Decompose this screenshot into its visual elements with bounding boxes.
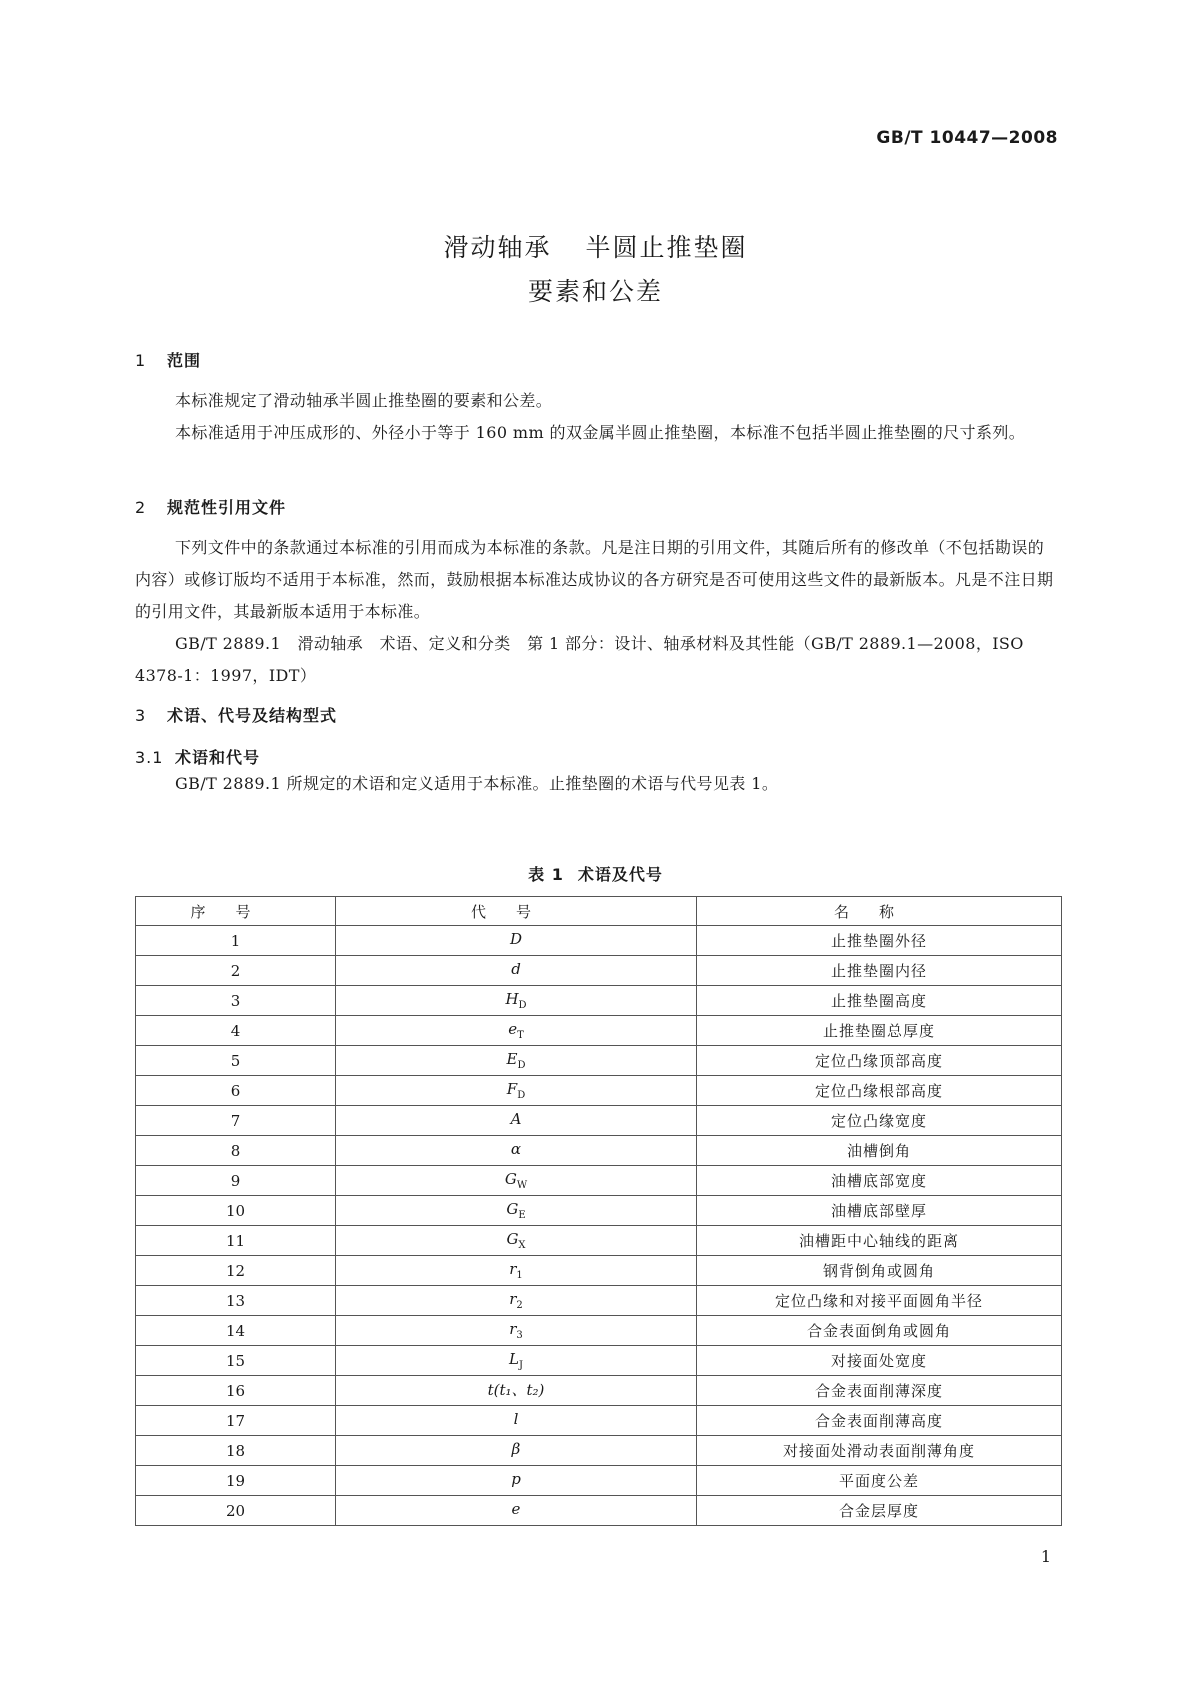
row-symbol: [336, 926, 697, 956]
section-2-paragraph-2: GB/T 2889.1 滑动轴承 术语、定义和分类 第 1 部分：设计、轴承材料及其性能（GB/T 2889.1—2008，ISO 4378-1：1997，IDT）: [135, 634, 1024, 685]
row-name: 止推垫圈高度: [697, 986, 1062, 1016]
row-symbol: [336, 1346, 697, 1376]
row-name: 止推垫圈内径: [697, 956, 1062, 986]
table-row: [136, 1286, 1062, 1316]
row-symbol: [336, 1376, 697, 1406]
symbol-main: D: [509, 930, 523, 948]
row-name: 钢背倒角或圆角: [697, 1256, 1062, 1286]
row-serial: 10: [136, 1196, 336, 1226]
page-number: 1: [1040, 1547, 1051, 1566]
table-caption-title: 术语及代号: [577, 865, 663, 884]
symbol-main: F: [506, 1080, 518, 1098]
section-title: 术语、代号及结构型式: [167, 706, 338, 725]
symbol-main: d: [511, 960, 521, 978]
row-symbol: [336, 1316, 697, 1346]
symbol-subscript: T: [517, 1030, 524, 1041]
symbol-subscript: J: [518, 1360, 523, 1371]
table-row: [136, 1226, 1062, 1256]
table-row: [136, 1046, 1062, 1076]
row-name: 对接面处滑动表面削薄角度: [697, 1436, 1062, 1466]
symbol-main: E: [506, 1050, 518, 1068]
symbol-main: α: [510, 1140, 522, 1158]
section-number: 2: [135, 498, 147, 517]
section-title: 范围: [167, 351, 202, 370]
section-2-paragraph-1: 下列文件中的条款通过本标准的引用而成为本标准的条款。凡是注日期的引用文件，其随后所有的修改单（不包括勘误的内容）或修订版均不适用于本标准，然而，鼓励根据本标准达成协议的各方研究是否可使用这些文件的最新版本。凡是不注日期的引用文件，其最新版本适用于本标准。: [135, 538, 1054, 621]
header-name: 名称: [697, 897, 1062, 926]
symbol-subscript: D: [517, 1090, 526, 1101]
symbol-main: β: [511, 1440, 521, 1458]
row-name: 止推垫圈总厚度: [697, 1016, 1062, 1046]
row-serial: 4: [136, 1016, 336, 1046]
row-symbol: [336, 1106, 697, 1136]
table-caption: [0, 862, 1191, 885]
row-symbol: [336, 956, 697, 986]
symbol-main: L: [509, 1350, 519, 1368]
symbol-main: l: [513, 1410, 519, 1428]
row-name: 平面度公差: [697, 1466, 1062, 1496]
symbol-main: A: [510, 1110, 522, 1128]
row-serial: 8: [136, 1136, 336, 1166]
row-symbol: [336, 1196, 697, 1226]
row-name: 油槽倒角: [697, 1136, 1062, 1166]
row-name: 定位凸缘根部高度: [697, 1076, 1062, 1106]
table-row: [136, 956, 1062, 986]
standard-number: GB/T 10447—2008: [876, 128, 1058, 148]
table-header-row: [136, 897, 1062, 926]
section-3-heading: [135, 703, 337, 726]
row-name: 油槽底部壁厚: [697, 1196, 1062, 1226]
section-3-1-heading: [135, 745, 260, 768]
row-serial: 2: [136, 956, 336, 986]
row-symbol: [336, 1076, 697, 1106]
symbol-subscript: X: [518, 1240, 526, 1251]
symbol-main: r: [509, 1320, 517, 1338]
document-title-line2: 要素和公差: [527, 277, 663, 306]
row-symbol: [336, 1046, 697, 1076]
row-symbol: [336, 1406, 697, 1436]
row-name: 对接面处宽度: [697, 1346, 1062, 1376]
row-serial: 15: [136, 1346, 336, 1376]
document-title-line1: [0, 228, 1191, 264]
section-3-1-paragraph: GB/T 2889.1 所规定的术语和定义适用于本标准。止推垫圈的术语与代号见表 1。: [175, 774, 779, 793]
row-name: 定位凸缘顶部高度: [697, 1046, 1062, 1076]
table-row: [136, 1376, 1062, 1406]
section-1-heading: [135, 348, 201, 371]
title-part-2: 半圆止推垫圈: [585, 233, 748, 262]
table-row: [136, 1256, 1062, 1286]
row-symbol: [336, 1436, 697, 1466]
row-name: 定位凸缘宽度: [697, 1106, 1062, 1136]
row-symbol: [336, 1226, 697, 1256]
table-caption-number: 表 1: [528, 865, 564, 884]
symbol-main: H: [505, 990, 519, 1008]
symbol-subscript: E: [518, 1210, 526, 1221]
section-1-paragraph-1: 本标准规定了滑动轴承半圆止推垫圈的要素和公差。: [175, 391, 553, 410]
symbol-subscript: 3: [516, 1330, 523, 1341]
row-symbol: [336, 1496, 697, 1526]
row-serial: 5: [136, 1046, 336, 1076]
row-serial: 13: [136, 1286, 336, 1316]
terms-table: [135, 896, 1062, 1526]
table-row: [136, 1106, 1062, 1136]
table-row: [136, 1406, 1062, 1436]
symbol-subscript: 1: [516, 1270, 523, 1281]
row-serial: 17: [136, 1406, 336, 1436]
row-name: 合金表面削薄高度: [697, 1406, 1062, 1436]
symbol-main: G: [506, 1200, 519, 1218]
symbol-main: p: [511, 1470, 521, 1488]
row-serial: 16: [136, 1376, 336, 1406]
row-serial: 3: [136, 986, 336, 1016]
symbol-main: G: [506, 1230, 519, 1248]
table-row: [136, 1136, 1062, 1166]
row-symbol: [336, 1466, 697, 1496]
section-2-heading: [135, 495, 286, 518]
table-row: [136, 1196, 1062, 1226]
symbol-subscript: D: [518, 1000, 527, 1011]
header-symbol: 代号: [336, 897, 697, 926]
row-serial: 9: [136, 1166, 336, 1196]
header-serial: 序号: [136, 897, 336, 926]
symbol-subscript: D: [517, 1060, 526, 1071]
row-symbol: [336, 1136, 697, 1166]
section-number: 3.1: [135, 748, 164, 767]
section-title: 术语和代号: [175, 748, 261, 767]
row-serial: 18: [136, 1436, 336, 1466]
row-name: 止推垫圈外径: [697, 926, 1062, 956]
symbol-subscript: W: [516, 1180, 528, 1191]
symbol-main: G: [504, 1170, 517, 1188]
section-1-paragraph-2: 本标准适用于冲压成形的、外径小于等于 160 mm 的双金属半圆止推垫圈，本标准不包括半圆止推垫圈的尺寸系列。: [175, 423, 1026, 442]
section-number: 3: [135, 706, 147, 725]
table-row: [136, 1496, 1062, 1526]
row-serial: 11: [136, 1226, 336, 1256]
table-row: [136, 1316, 1062, 1346]
table-row: [136, 1466, 1062, 1496]
row-serial: 19: [136, 1466, 336, 1496]
symbol-main: e: [511, 1500, 521, 1518]
symbol-main: r: [509, 1260, 517, 1278]
row-symbol: [336, 1286, 697, 1316]
row-serial: 14: [136, 1316, 336, 1346]
row-serial: 6: [136, 1076, 336, 1106]
symbol-main: t(t₁、t₂): [487, 1381, 545, 1399]
row-serial: 12: [136, 1256, 336, 1286]
symbol-main: r: [509, 1290, 517, 1308]
table-row: [136, 926, 1062, 956]
row-name: 油槽底部宽度: [697, 1166, 1062, 1196]
table-row: [136, 1436, 1062, 1466]
row-serial: 20: [136, 1496, 336, 1526]
row-serial: 1: [136, 926, 336, 956]
row-name: 油槽距中心轴线的距离: [697, 1226, 1062, 1256]
symbol-subscript: 2: [516, 1300, 523, 1311]
row-name: 定位凸缘和对接平面圆角半径: [697, 1286, 1062, 1316]
row-name: 合金表面削薄深度: [697, 1376, 1062, 1406]
table-row: [136, 1166, 1062, 1196]
title-part-1: 滑动轴承: [443, 233, 552, 262]
row-name: 合金层厚度: [697, 1496, 1062, 1526]
section-title: 规范性引用文件: [167, 498, 287, 517]
row-symbol: [336, 1256, 697, 1286]
row-symbol: [336, 1166, 697, 1196]
row-symbol: [336, 1016, 697, 1046]
row-serial: 7: [136, 1106, 336, 1136]
section-number: 1: [135, 351, 147, 370]
table-row: [136, 1346, 1062, 1376]
symbol-main: e: [508, 1020, 518, 1038]
row-name: 合金表面倒角或圆角: [697, 1316, 1062, 1346]
row-symbol: [336, 986, 697, 1016]
table-row: [136, 1076, 1062, 1106]
table-row: [136, 986, 1062, 1016]
table-row: [136, 1016, 1062, 1046]
